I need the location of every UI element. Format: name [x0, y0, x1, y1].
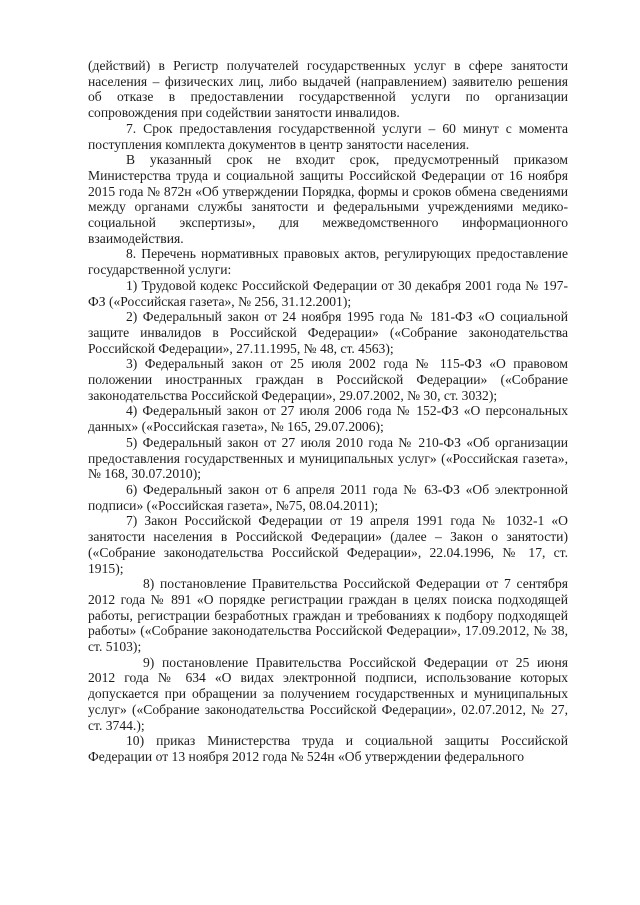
list-item-4: 4) Федеральный закон от 27 июля 2006 года № 152-ФЗ «О персональных данных» («Российская газета», № 165, 29.07.2006);	[88, 403, 568, 435]
list-item-8: 8) постановление Правительства Российской Федерации от 7 сентября 2012 года № 891 «О порядке регистрации граждан в целях поиска подходящей работы, регистрации безработных граждан и требованиях к подбору подходящей работы» («Собрание законодательства Российской Федерации», 17.09.2012, № 38, ст. 5103);	[88, 576, 568, 655]
list-item-2: 2) Федеральный закон от 24 ноября 1995 года № 181-ФЗ «О социальной защите инвалидов в Российской Федерации» («Собрание законодательства Российской Федерации», 27.11.1995, № 48, ст. 4563);	[88, 309, 568, 356]
paragraph-continuation: (действий) в Регистр получателей государственных услуг в сфере занятости населения – физических лиц, либо выдачей (направлением) заявителю решения об отказе в предоставлении государственной услуги по организации сопровождения при содействии занятости инвалидов.	[88, 58, 568, 121]
paragraph-term-exception: В указанный срок не входит срок, предусмотренный приказом Министерства труда и социальной защиты Российской Федерации от 16 ноября 2015 года № 872н «Об утверждении Порядка, формы и сроков обмена сведениями между органами службы занятости и федеральными учреждениями медико-социальной экспертизы», для межведомственного информационного взаимодействия.	[88, 152, 568, 246]
list-item-10: 10) приказ Министерства труда и социальной защиты Российской Федерации от 13 ноября 2012 года № 524н «Об утверждении федерального	[88, 733, 568, 764]
document-body	[88, 58, 568, 765]
list-item-3: 3) Федеральный закон от 25 июля 2002 года № 115-ФЗ «О правовом положении иностранных граждан в Российской Федерации» («Собрание законодательства Российской Федерации», 29.07.2002, № 30, ст. 3032);	[88, 356, 568, 403]
list-item-5: 5) Федеральный закон от 27 июля 2010 года № 210-ФЗ «Об организации предоставления государственных и муниципальных услуг» («Российская газета», № 168, 30.07.2010);	[88, 434, 568, 482]
list-item-1: 1) Трудовой кодекс Российской Федерации от 30 декабря 2001 года № 197-ФЗ («Российская газета», № 256, 31.12.2001);	[88, 277, 568, 309]
list-item-6: 6) Федеральный закон от 6 апреля 2011 года № 63-ФЗ «Об электронной подписи» («Российская газета», №75, 08.04.2011);	[88, 481, 568, 513]
paragraph-item-8-heading: 8. Перечень нормативных правовых актов, регулирующих предоставление государственной услуги:	[88, 246, 568, 278]
list-item-7: 7) Закон Российской Федерации от 19 апреля 1991 года № 1032-1 «О занятости населения в Российской Федерации» (далее – Закон о занятости) («Собрание законодательства Российской Федерации», 22.04.1996, № 17, ст. 1915);	[88, 513, 568, 576]
list-item-9: 9) постановление Правительства Российской Федерации от 25 июня 2012 года № 634 «О видах электронной подписи, использование которых допускается при обращении за получением государственных и муниципальных услуг» («Собрание законодательства Российской Федерации», 02.07.2012, № 27, ст. 3744.);	[88, 654, 568, 733]
paragraph-item-7-term: 7. Срок предоставления государственной услуги – 60 минут с момента поступления комплекта документов в центр занятости населения.	[88, 120, 568, 152]
